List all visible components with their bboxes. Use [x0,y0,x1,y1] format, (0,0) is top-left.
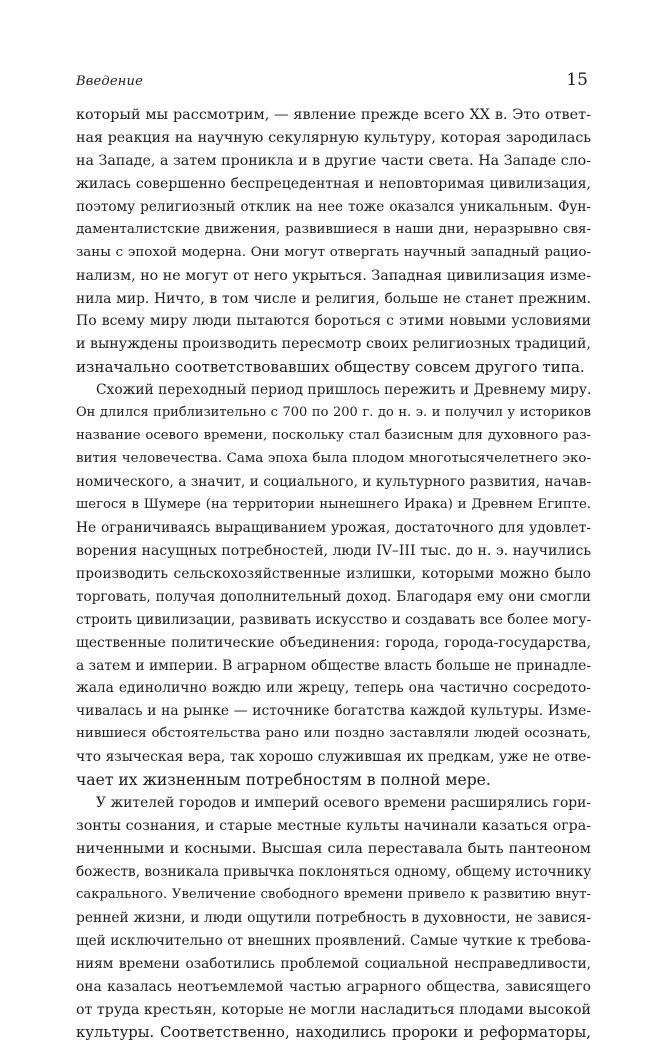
text-line: ренней жизни, и люди ощутили потребность в духовности, не завися- [76,907,591,930]
text-line: По всему миру люди пытаются бороться с этими новыми условиями [76,310,591,333]
text-line: шегося в Шумере (на территории нынешнего Ирака) и Древнем Египте. [76,494,591,517]
text-line: и вынуждены производить пересмотр своих религиозных традиций, [76,333,591,356]
text-line: что языческая вера, так хорошо служившая их предкам, уже не отве- [76,746,591,769]
text-line: торговать, получая дополнительный доход. Благодаря ему они смогли [76,586,591,609]
text-line: вития человечества. Сама эпоха была плодом многотысячелетнего эко- [76,448,591,471]
text-line: а затем и империи. В аграрном обществе власть больше не принадле- [76,655,591,678]
text-line: ниченными и косными. Высшая сила переставала быть пантеоном [76,838,591,861]
text-line: нила мир. Ничто, в том числе и религия, больше не станет прежним. [76,288,591,311]
text-line: поэтому религиозный отклик на нее тоже оказался уникальным. Фун- [76,196,591,219]
text-line: ная реакция на научную секулярную культуру, которая зародилась [76,127,591,150]
text-line: от труда крестьян, которые не могли насладиться плодами высокой [76,999,591,1022]
page-number: 15 [566,70,588,90]
text-line: культуры. Соответственно, находились пророки и реформаторы, [76,1022,591,1044]
text-line: божеств, возникала привычка поклоняться одному, общему источнику [76,861,591,884]
text-line: заны с эпохой модерна. Они могут отвергать научный западный рацио- [76,242,591,265]
text-line: щественные политические объединения: города, города-государства, [76,632,591,655]
text-line: название осевого времени, поскольку стал базисным для духовного раз- [76,425,591,448]
text-line: зонты сознания, и старые местные культы начинали казаться огра- [76,815,591,838]
text-line: который мы рассмотрим, — явление прежде всего XX в. Это ответ- [76,104,591,127]
text-line: жала единолично вождю или жрецу, теперь она частично сосредото- [76,677,591,700]
text-line: даменталистские движения, развившиеся в наши дни, неразрывно свя- [76,219,591,242]
text-line: номического, а значит, и социального, и культурного развития, начав- [76,471,591,494]
text-line: щей исключительно от внешних проявлений. Самые чуткие к требова- [76,930,591,953]
text-line: чивалась и на рынке — источнике богатства каждой культуры. Изме- [76,700,591,723]
text-line: она казалась неотъемлемой частью аграрного общества, зависящего [76,976,591,999]
paragraph [76,104,591,379]
body-text [76,104,591,1044]
text-line: нализм, но не могут от него укрыться. Западная цивилизация изме- [76,265,591,288]
text-line: производить сельскохозяйственные излишки, которыми можно было [76,563,591,586]
text-line: на Западе, а затем проникла и в другие части света. На Западе сло- [76,150,591,173]
text-line: У жителей городов и империй осевого времени расширялись гори- [76,792,591,815]
text-line: Схожий переходный период пришлось пережить и Древнему миру. [76,379,591,402]
text-line: нившиеся обстоятельства рано или поздно заставляли людей осознать, [76,723,591,746]
text-line: сакрального. Увеличение свободного времени привело к развитию внут- [76,884,591,907]
paragraph [76,379,591,792]
text-line: строить цивилизации, развивать искусство и создавать все более могу- [76,609,591,632]
page-header [76,70,588,94]
text-line: Он длился приблизительно с 700 по 200 г. до н. э. и получил у историков [76,402,591,425]
text-line: изначально соответствовавших обществу совсем другого типа. [76,356,591,379]
text-line: жилась совершенно беспрецедентная и неповторимая цивилизация, [76,173,591,196]
text-line: ворения насущных потребностей, люди IV–III тыс. до н. э. научились [76,540,591,563]
paragraph [76,792,591,1044]
text-line: чает их жизненным потребностям в полной мере. [76,769,591,792]
running-head: Введение [76,74,143,89]
text-line: Не ограничиваясь выращиванием урожая, достаточного для удовлет- [76,517,591,540]
text-line: ниям времени озаботились проблемой социальной несправедливости, [76,953,591,976]
